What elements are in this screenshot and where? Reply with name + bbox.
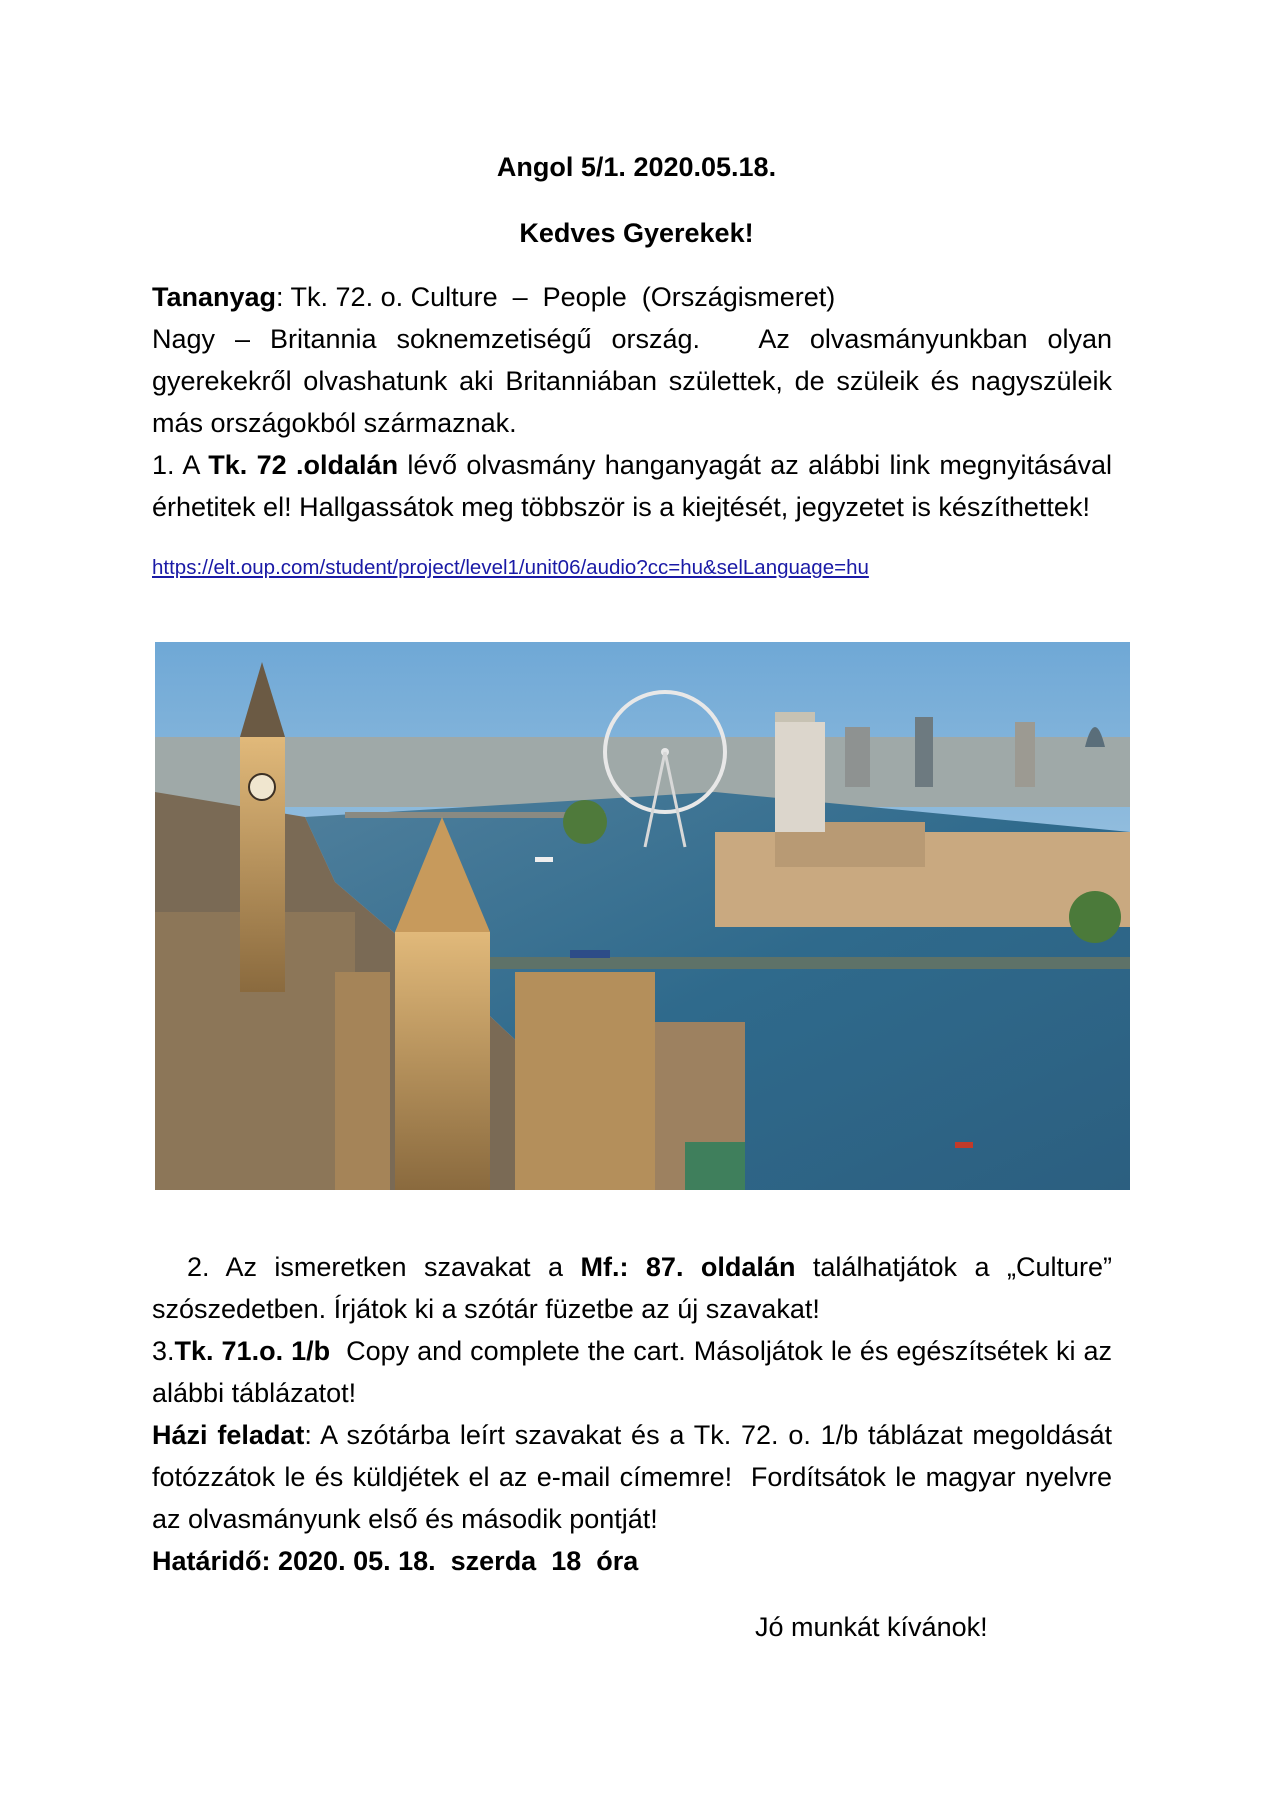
task-1-reference: Tk. 72 .oldalán	[208, 450, 399, 480]
task-2: 2. Az ismeretken szavakat a Mf.: 87. oldalán találhatjátok a „Culture” szószedetben. Írjátok ki a szótár füzetbe az új szavakat!	[152, 1252, 1112, 1324]
audio-link[interactable]: https://elt.oup.com/student/project/level1/unit06/audio?cc=hu&selLanguage=hu	[152, 556, 869, 579]
intro-paragraph: Nagy – Britannia soknemzetiségű ország. Az olvasmányunkban olyan gyerekekről olvashatunk aki Britanniában születtek, de szüleik és nagyszüleik más országokból származnak.	[152, 324, 1120, 438]
task-2-reference: Mf.: 87. oldalán	[580, 1252, 796, 1282]
homework	[152, 1414, 1120, 1540]
london-photo	[155, 642, 1130, 1190]
task-3: 3.Tk. 71.o. 1/b Copy and complete the cart. Másoljátok le és egészítsétek ki az alábbi táblázatot!	[152, 1336, 1120, 1408]
closing-line: Jó munkát kívánok!	[755, 1612, 988, 1642]
curriculum-text: : Tk. 72. o. Culture – People (Országismeret)	[276, 282, 836, 312]
task-3-reference: Tk. 71.o. 1/b	[174, 1336, 331, 1366]
task-3-text: Copy and complete the cart. Másoljátok le és egészítsétek ki az alábbi táblázatot!	[152, 1336, 1120, 1408]
homework-text: : A szótárba leírt szavakat és a Tk. 72. o. 1/b táblázat megoldását fotózzátok le és küldjétek el az e-mail címemre! Fordítsátok le magyar nyelvre az olvasmányunk első és második pontját!	[152, 1420, 1120, 1534]
task-1-text: lévő olvasmány hanganyagát az alábbi link megnyitásával érhetitek el! Hallgassátok meg többször is a kiejtését, jegyzetet is készíthettek!	[152, 450, 1112, 522]
tasks-section	[152, 1246, 1120, 1582]
deadline: Határidő: 2020. 05. 18. szerda 18 óra	[152, 1546, 639, 1576]
document-title: Angol 5/1. 2020.05.18.	[496, 152, 777, 182]
task-2-text: találhatjátok a „Culture” szószedetben. Írjátok ki a szótár füzetbe az új szavakat!	[152, 1252, 1112, 1324]
homework-label: Házi feladat	[152, 1420, 305, 1450]
london-thames-image	[155, 642, 1130, 1190]
curriculum-label: Tananyag	[152, 282, 277, 312]
intro-section	[152, 276, 1120, 528]
task-1: 1. A Tk. 72 .oldalán lévő olvasmány hanganyagát az alábbi link megnyitásával érhetitek el! Hallgassátok meg többször is a kiejtését, jegyzetet is készíthettek!	[152, 450, 1112, 522]
curriculum-line	[152, 276, 1112, 318]
greeting: Kedves Gyerekek!	[519, 218, 754, 248]
